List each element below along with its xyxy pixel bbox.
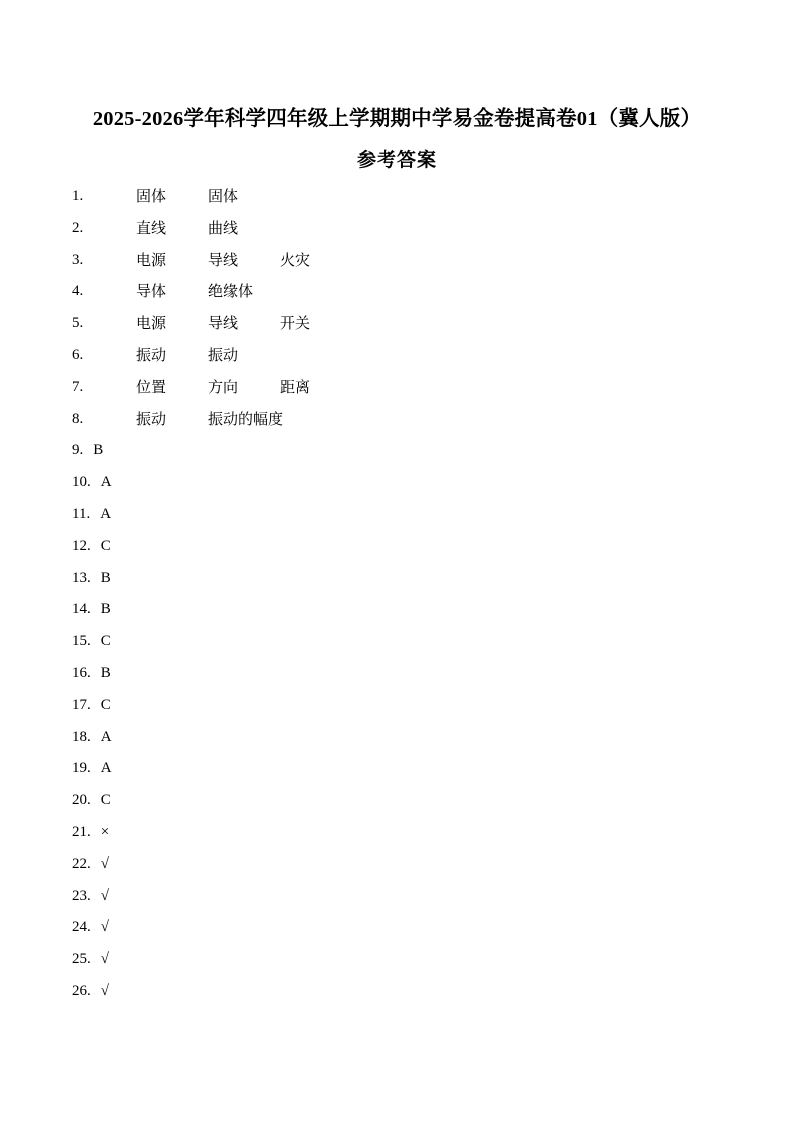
question-line <box>72 915 109 939</box>
answer-key-heading: 参考答案 <box>356 150 437 171</box>
answer-row-6 <box>0 343 794 375</box>
answer-row-9 <box>0 438 794 470</box>
question-number: 24. <box>72 919 91 936</box>
question-number: 3. <box>72 251 84 268</box>
question-number: 7. <box>72 378 84 395</box>
question-number: 16. <box>72 664 91 681</box>
question-number: 9. <box>72 442 84 459</box>
question-number: 2. <box>72 219 84 236</box>
answer-row-17 <box>0 693 794 725</box>
answer-row-26 <box>0 979 794 1011</box>
answer-row-21 <box>0 820 794 852</box>
answer-value: √ <box>100 887 109 904</box>
question-number: 12. <box>72 537 91 554</box>
answer-value: √ <box>100 855 109 872</box>
answer-row-25 <box>0 947 794 979</box>
question-number: 22. <box>72 855 91 872</box>
question-line <box>72 884 109 908</box>
question-line <box>72 820 109 844</box>
answer-value: √ <box>100 951 109 968</box>
question-number: 19. <box>72 760 91 777</box>
question-line <box>72 534 111 558</box>
question-line <box>72 852 109 876</box>
answer-row-5 <box>0 311 794 343</box>
answer-row-14 <box>0 597 794 629</box>
answer-value: A <box>100 760 112 777</box>
question-number: 14. <box>72 601 91 618</box>
answer-value: A <box>100 505 112 522</box>
answer-value: A <box>100 474 112 491</box>
question-number: 11. <box>72 505 91 522</box>
answer-value: C <box>100 633 111 650</box>
answer-row-18 <box>0 725 794 757</box>
answer-row-23 <box>0 884 794 916</box>
answer-value: C <box>100 792 111 809</box>
answer-row-20 <box>0 788 794 820</box>
question-line <box>72 725 112 749</box>
answer-row-10 <box>0 470 794 502</box>
answer-value: 导线 <box>208 314 239 333</box>
answer-value: B <box>100 664 111 681</box>
question-number: 18. <box>72 728 91 745</box>
answer-value: 位置 <box>136 377 167 396</box>
answer-row-7 <box>0 375 794 407</box>
answer-value: 火灾 <box>280 250 311 269</box>
question-number: 1. <box>72 188 84 204</box>
question-number: 25. <box>72 951 91 968</box>
answer-value: A <box>100 728 112 745</box>
answer-value: √ <box>100 982 109 999</box>
answer-value: √ <box>100 919 109 936</box>
answer-value: 振动 <box>136 345 167 364</box>
answer-value: 固体 <box>136 187 167 205</box>
question-line <box>72 661 111 685</box>
document-title: 2025-2026学年科学四年级上学期期中学易金卷提高卷01（冀人版） <box>92 108 702 130</box>
answer-value: 直线 <box>136 218 167 237</box>
answer-row-24 <box>0 915 794 947</box>
answer-value: 振动 <box>136 409 167 428</box>
question-number: 5. <box>72 315 84 332</box>
answer-row-22 <box>0 852 794 884</box>
question-number: 21. <box>72 823 91 840</box>
answer-value: 电源 <box>136 314 167 333</box>
question-number: 26. <box>72 982 91 999</box>
question-line <box>72 693 111 717</box>
answer-value: 电源 <box>136 250 167 269</box>
answer-value: 振动 <box>208 345 239 364</box>
answer-value: 距离 <box>280 377 311 396</box>
question-number: 20. <box>72 792 91 809</box>
answer-row-2 <box>0 216 794 248</box>
question-number: 10. <box>72 474 91 491</box>
answer-row-11 <box>0 502 794 534</box>
answer-value: C <box>100 696 111 713</box>
answer-row-12 <box>0 534 794 566</box>
question-line <box>72 629 111 653</box>
question-number: 6. <box>72 346 84 363</box>
answer-row-4 <box>0 279 794 311</box>
answer-value: B <box>100 601 111 618</box>
answer-row-15 <box>0 629 794 661</box>
answer-value: 绝缘体 <box>208 282 254 301</box>
answer-row-13 <box>0 566 794 598</box>
answer-value: 开关 <box>280 314 311 333</box>
answer-value: 方向 <box>208 377 239 396</box>
answer-value: B <box>93 442 104 459</box>
question-line <box>72 438 103 462</box>
answer-value: 导体 <box>136 282 167 301</box>
question-number: 23. <box>72 887 91 904</box>
question-line <box>72 597 111 621</box>
question-line <box>72 566 111 590</box>
question-number: 15. <box>72 633 91 650</box>
answer-value: 振动的幅度 <box>208 409 284 428</box>
answer-value: B <box>100 569 111 586</box>
question-number: 17. <box>72 696 91 713</box>
question-number: 8. <box>72 410 84 427</box>
answer-value: 导线 <box>208 250 239 269</box>
question-line <box>72 788 111 812</box>
answer-row-16 <box>0 661 794 693</box>
answer-row-3 <box>0 248 794 280</box>
answer-value: C <box>100 537 111 554</box>
answer-value: 曲线 <box>208 218 239 237</box>
answer-row-1 <box>0 184 794 216</box>
answer-row-8 <box>0 407 794 439</box>
question-number: 13. <box>72 569 91 586</box>
question-line <box>72 502 111 526</box>
question-line <box>72 979 109 1003</box>
answer-list <box>0 184 794 1011</box>
answer-value: × <box>100 823 110 840</box>
question-line <box>72 756 112 780</box>
answer-row-19 <box>0 756 794 788</box>
question-line <box>72 470 112 494</box>
answer-value: 固体 <box>208 187 239 205</box>
question-number: 4. <box>72 283 84 300</box>
question-line <box>72 947 109 971</box>
